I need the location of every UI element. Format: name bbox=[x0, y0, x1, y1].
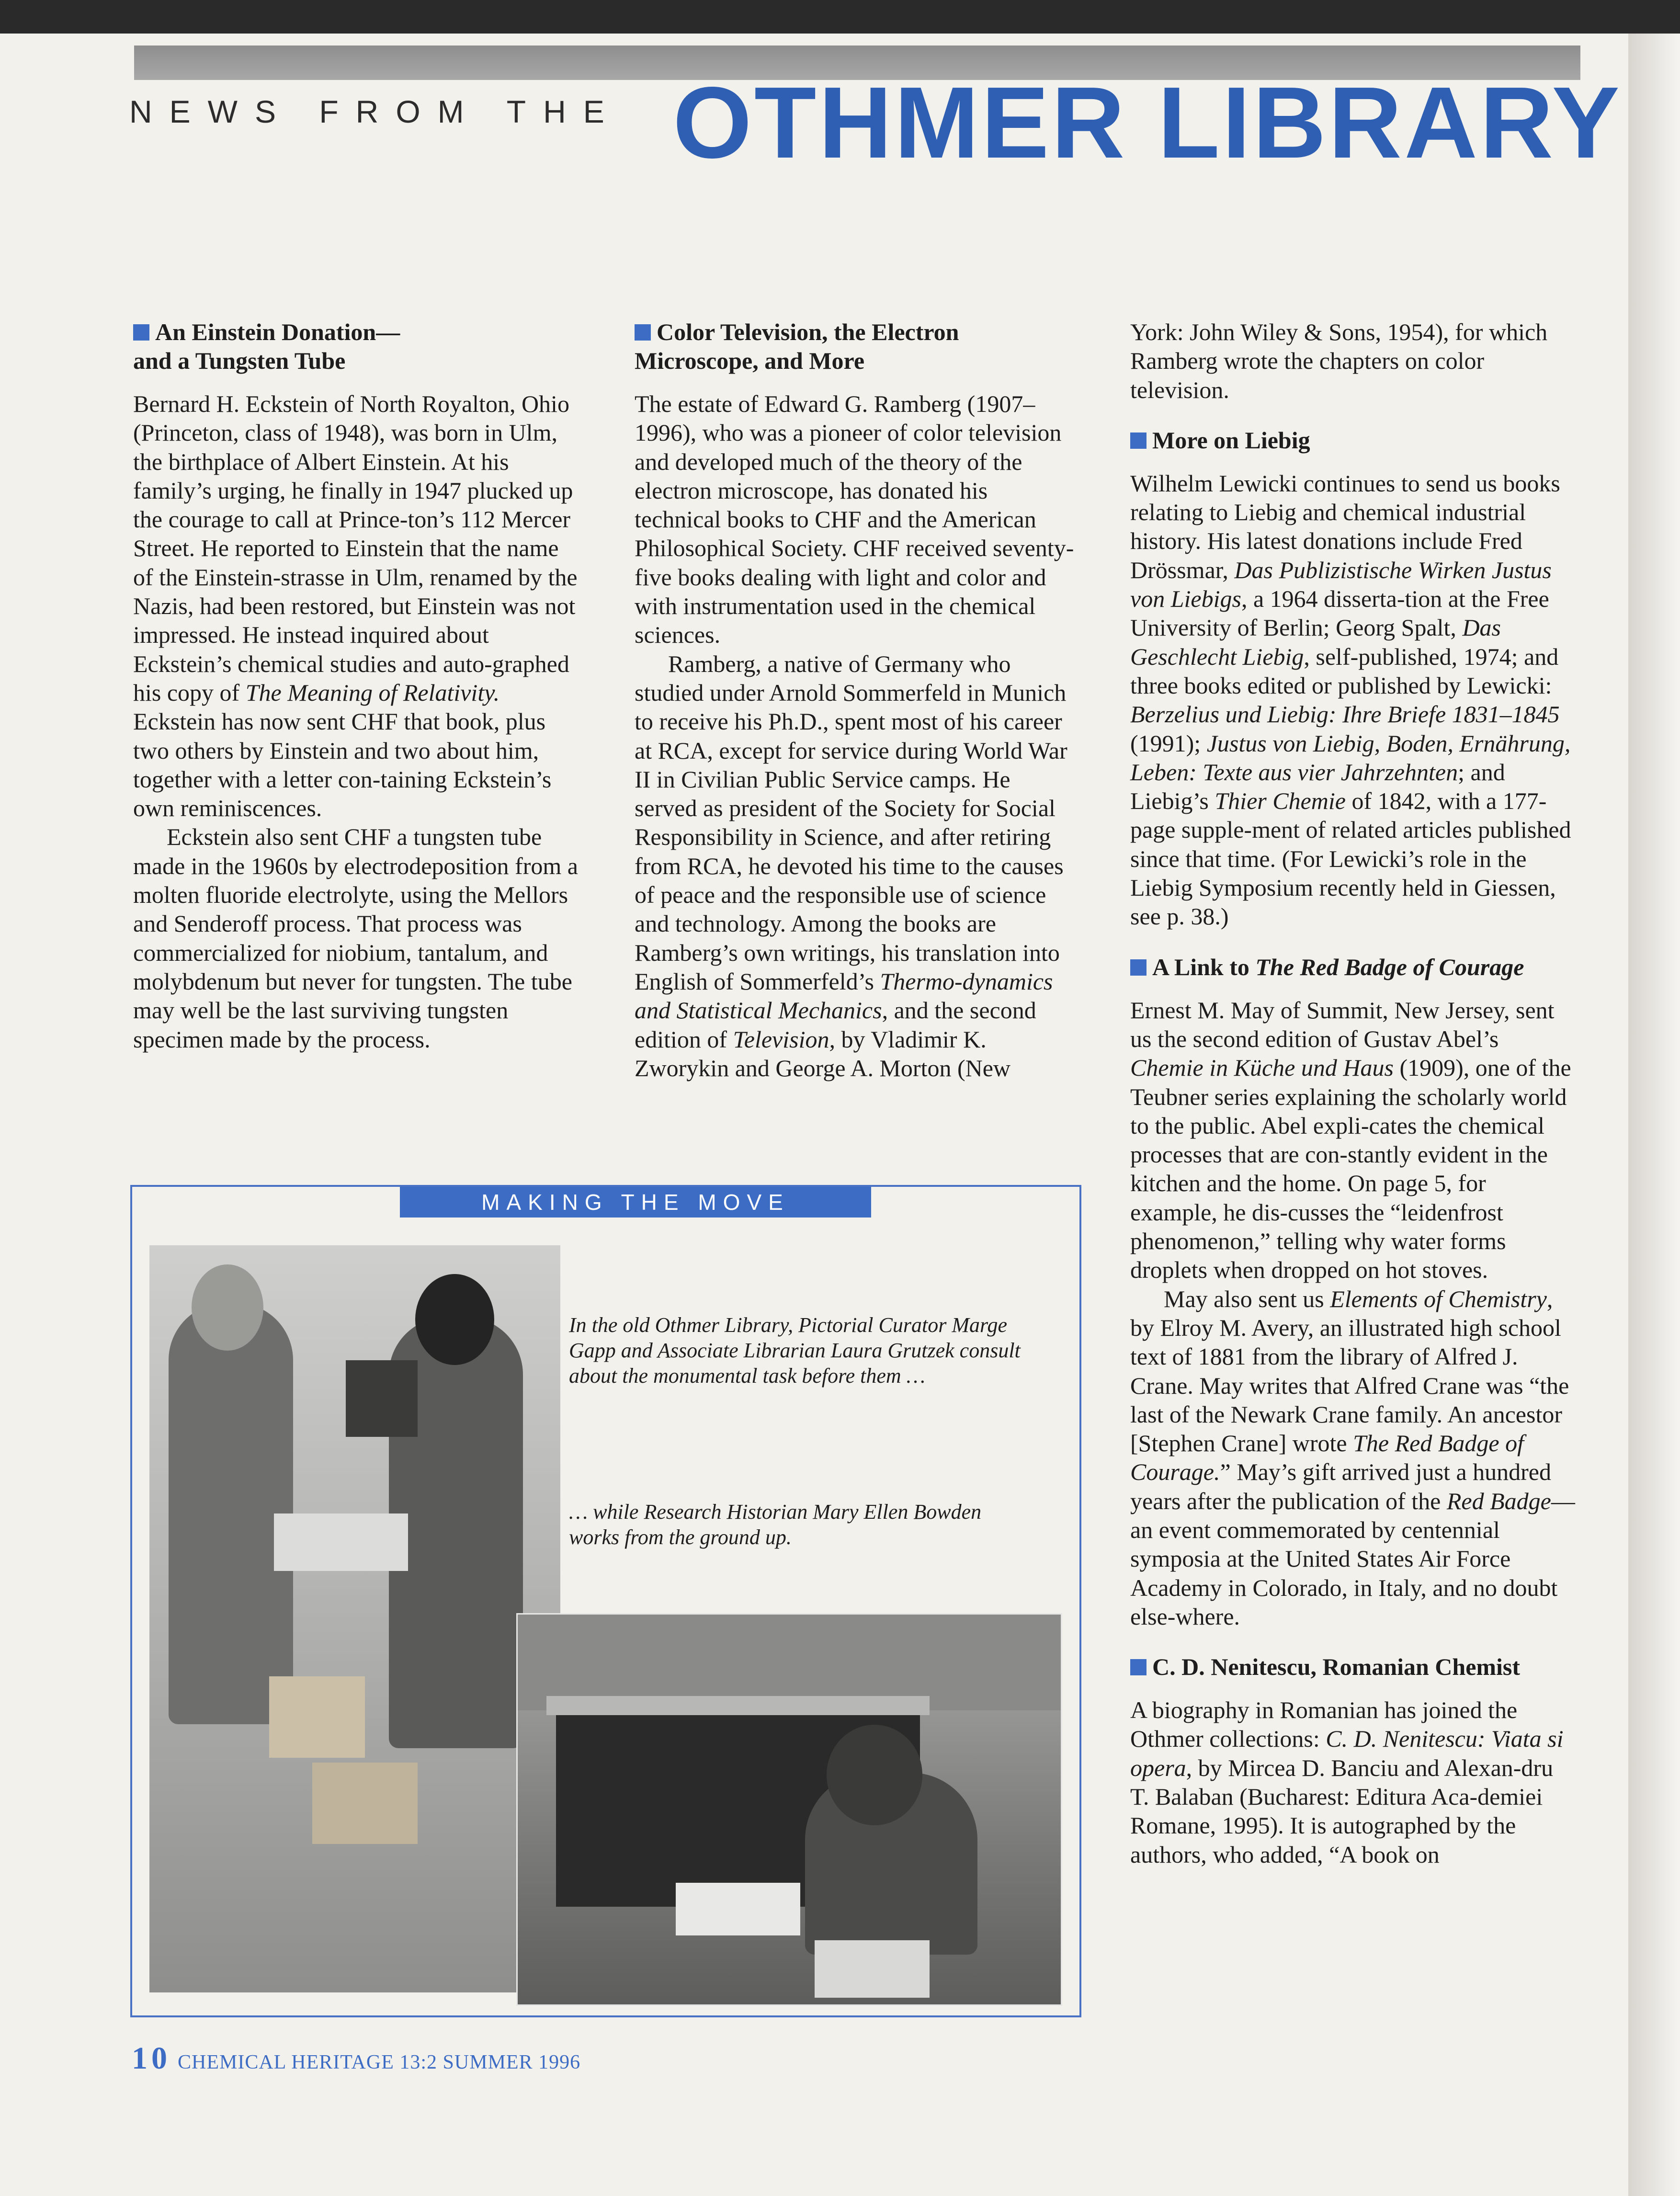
heading-nenitescu: C. D. Nenitescu, Romanian Chemist bbox=[1130, 1652, 1576, 1681]
photo-historian-ground bbox=[516, 1613, 1062, 2006]
caption-first-photo: In the old Othmer Library, Pictorial Curator Marge Gapp and Associate Librarian Laura Grutzek consult about the monumental task before them … bbox=[569, 1313, 1021, 1388]
page-footer bbox=[132, 2040, 580, 2077]
heading-more-on-liebig: More on Liebig bbox=[1130, 426, 1576, 455]
article-paragraph: Ernest M. May of Summit, New Jersey, sent us the second edition of Gustav Abel’s Chemie in Küche und Haus (1909), one of the Teubner series explaining the scholarly world to the public. Abel expli-cates the chemical processes that are con-stantly evident in the kitchen and the home. On page 5, for example, he dis-cusses the “leidenfrost phenomenon,” telling why water forms droplets when dropped on hot stoves. bbox=[1130, 996, 1571, 1284]
column-2 bbox=[635, 318, 1076, 1082]
article-paragraph: Bernard H. Eckstein of North Royalton, Ohio (Princeton, class of 1948), was born in Ulm, the birthplace of Albert Einstein. At his family’s urging, he finally in 1947 plucked up the courage to call at Prince-ton’s 112 Mercer Street. He reported to Einstein that the name of the Einstein-strasse in Ulm, renamed by the Nazis, had been restored, but Einstein was not impressed. He instead inquired about Eckstein’s chemical studies and auto-graphed his copy of The Meaning of Relativity. Eckstein has now sent CHF that book, plus two others by Einstein and two about him, together with a letter con-taining Eckstein’s own reminiscences. bbox=[133, 390, 578, 822]
box-title: MAKING THE MOVE bbox=[400, 1187, 871, 1217]
header-kicker: NEWS FROM THE bbox=[129, 94, 622, 129]
column-1 bbox=[133, 318, 583, 1054]
article-paragraph: The estate of Edward G. Ramberg (1907–1996), who was a pioneer of color television and developed much of the theory of the electron microscope, has donated his technical books to CHF and the American Philosophical Society. CHF received seventy-five books dealing with light and color and with instrumentation used in the chemical sciences. bbox=[635, 390, 1074, 649]
article-paragraph: York: John Wiley & Sons, 1954), for which Ramberg wrote the chapters on color television. bbox=[1130, 319, 1548, 403]
bullet-square-icon bbox=[1130, 1659, 1146, 1675]
article-paragraph: Eckstein also sent CHF a tungsten tube made in the 1960s by electrodeposition from a molten fluoride electrolyte, using the Mellors and Senderoff process. That process was commercialized for niobium, tantalum, and molybdenum but never for tungsten. The tube may well be the last surviving tungsten specimen made by the process. bbox=[133, 823, 578, 1053]
article-paragraph: May also sent us Elements of Chemistry, by Elroy M. Avery, an illustrated high school text of 1881 from the library of Alfred J. Crane. May writes that Alfred Crane was “the last of the Newark Crane family. An ancestor [Stephen Crane] wrote The Red Badge of Courage.” May’s gift arrived just a hundred years after the publication of the Red Badge—an event commemorated by centennial symposia at the United States Air Force Academy in Colorado, in Italy, and no doubt else-where. bbox=[1130, 1285, 1575, 1630]
heading-einstein-donation: An Einstein Donation— and a Tungsten Tube bbox=[133, 319, 400, 374]
article-paragraph: Wilhelm Lewicki continues to send us books relating to Liebig and chemical industrial history. His latest donations include Fred Drössmar, Das Publizistische Wirken Justus von Liebigs, a 1964 disserta-tion at the Free University of Berlin; Georg Spalt, Das Geschlecht Liebig, self-published, 1974; and three books edited or published by Lewicki: Berzelius und Liebig: Ihre Briefe 1831–1845 (1991); Justus von Liebig, Boden, Ernährung, Leben: Texte aus vier Jahrzehnten; and Liebig’s Thier Chemie of 1842, with a 177-page supple-ment of related articles published since that time. (For Lewicki’s role in the Liebig Symposium recently held in Giessen, see p. 38.) bbox=[1130, 469, 1571, 930]
heading-red-badge-link: A Link to The Red Badge of Courage bbox=[1130, 953, 1576, 981]
photo-librarians-consult bbox=[149, 1245, 560, 1992]
caption-second-photo: … while Research Historian Mary Ellen Bowden works from the ground up. bbox=[569, 1500, 982, 1549]
page-spine bbox=[1628, 34, 1680, 2196]
page-number: 10 bbox=[132, 2041, 171, 2076]
column-3 bbox=[1130, 318, 1576, 1869]
masthead-title: OTHMER LIBRARY bbox=[673, 66, 1622, 179]
heading-color-television: Color Television, the Electron Microscope, and More bbox=[635, 319, 959, 374]
bullet-square-icon bbox=[1130, 959, 1146, 976]
bullet-square-icon bbox=[635, 324, 651, 341]
bullet-square-icon bbox=[133, 324, 149, 341]
article-paragraph: A biography in Romanian has joined the Othmer collections: C. D. Nenitescu: Viata si opera, by Mircea D. Banciu and Alexan-dru T. Balaban (Bucharest: Editura Aca-demiei Romane, 1995). It is autographed by the authors, who added, “A book on bbox=[1130, 1696, 1564, 1868]
publication-line: CHEMICAL HERITAGE 13:2 SUMMER 1996 bbox=[178, 2051, 581, 2073]
article-paragraph: Ramberg, a native of Germany who studied under Arnold Sommerfeld in Munich to receive his Ph.D., spent most of his career at RCA, except for service during World War II in Civilian Public Service camps. He served as president of the Society for Social Responsibility in Science, and after retiring from RCA, he devoted his time to the causes of peace and the responsible use of science and technology. Among the books are Ramberg’s own writings, his translation into English of Sommerfeld’s Thermo-dynamics and Statistical Mechanics, and the second edition of Television, by Vladimir K. Zworykin and George A. Morton (New bbox=[635, 650, 1067, 1081]
bullet-square-icon bbox=[1130, 432, 1146, 449]
